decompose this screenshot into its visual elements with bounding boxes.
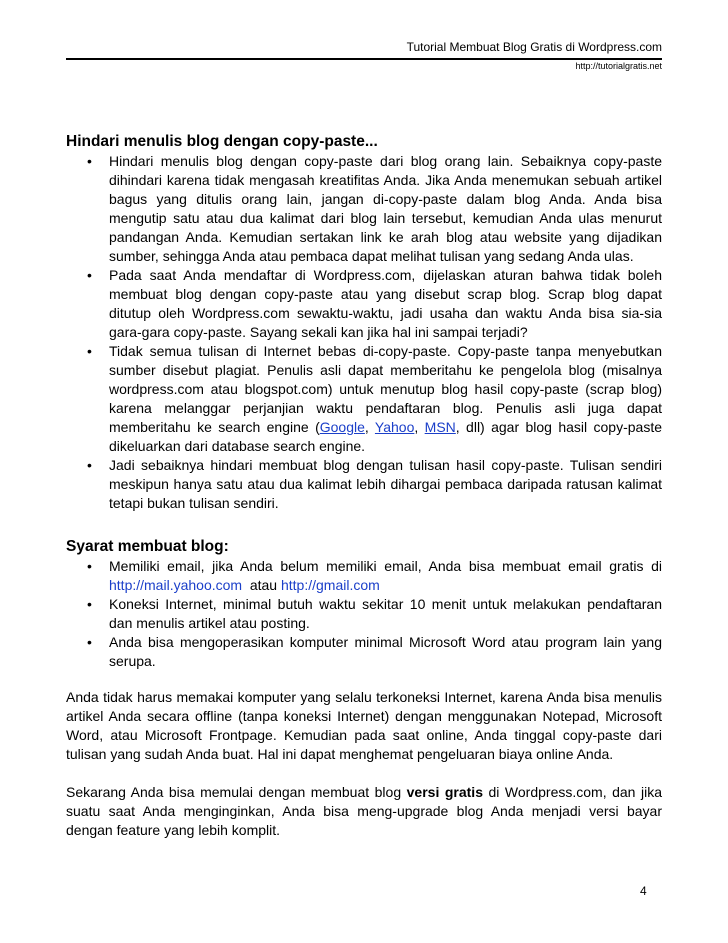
running-header-url: http://tutorialgratis.net — [575, 61, 662, 71]
bold-text: versi gratis — [406, 784, 483, 800]
msn-link[interactable]: MSN — [424, 419, 456, 435]
paragraph-text: Sekarang Anda bisa memulai dengan membuat blog — [66, 784, 407, 800]
list-item: • Hindari menulis blog dengan copy-paste dari blog orang lain. Sebaiknya copy-paste dihindari karena tidak mengasah kreatifitas Anda. Jika Anda menemukan sebuah artikel bagus yang ditulis orang lain, jangan di-copy-paste dalam blog Anda. Anda bisa mengutip satu atau dua kalimat dari blog lain tersebut, kemudian Anda ulas menurut pandangan Anda. Kemudian sertakan link ke arah blog atau website yang dijadikan sumber, sehingga Anda atau pembaca dapat melihat tulisan yang sedang Anda ulas. — [66, 152, 662, 266]
list-item: • Pada saat Anda mendaftar di Wordpress.com, dijelaskan aturan bahwa tidak boleh membuat blog dengan copy-paste atau yang disebut scrap blog. Scrap blog dapat ditutup oleh Wordpress.com sewaktu-waktu, jadi usaha dan waktu Anda bisa sia-sia gara-gara copy-paste. Sayang sekali kan jika hal ini sampai terjadi? — [66, 266, 662, 342]
paragraph-offline: Anda tidak harus memakai komputer yang selalu terkoneksi Internet, karena Anda bisa menulis artikel Anda secara offline (tanpa koneksi Internet) dengan menggunakan Notepad, Microsoft Word, atau Microsoft Frontpage. Kemudian pada saat online, Anda tinggal copy-paste dari tulisan yang sudah Anda buat. Hal ini dapat menghemat pengeluaran biaya online Anda. — [66, 689, 662, 762]
yahoo-mail-link[interactable]: http://mail.yahoo.com — [109, 577, 243, 593]
list-item-text: Tidak semua tulisan di Internet bebas di-copy-paste. Copy-paste tanpa menyebutkan sumber disebut plagiat. Penulis asli dapat memberitahu ke pengelola blog (misalnya wordpress.com atau blogspot.com) untuk menutup blog hasil copy-paste (scrap blog) karena melanggar perjanjian waktu pendaftaran blog. Penulis asli juga dapat memberitahu ke search engine ( — [109, 343, 662, 435]
requirements-list — [66, 557, 662, 671]
list-item-text: atau — [242, 577, 281, 593]
list-item-text: , dll) agar blog hasil copy-paste dikeluarkan dari database search engine. — [109, 419, 663, 454]
page-number: 4 — [640, 884, 647, 898]
running-header-title: Tutorial Membuat Blog Gratis di Wordpress.com — [406, 40, 662, 54]
separator-text: , — [364, 419, 375, 435]
section-heading-requirements: Syarat membuat blog: — [66, 538, 229, 555]
copy-paste-list — [66, 152, 662, 513]
list-item: • Anda bisa mengoperasikan komputer minimal Microsoft Word atau program lain yang serupa. — [66, 633, 662, 671]
gmail-link[interactable]: http://gmail.com — [280, 577, 380, 593]
list-item — [66, 342, 662, 456]
google-link[interactable]: Google — [319, 419, 365, 435]
page-content — [66, 132, 662, 840]
header-rule — [66, 58, 662, 60]
list-item — [66, 557, 662, 595]
list-item-text: Memiliki email, jika Anda belum memiliki email, Anda bisa membuat email gratis di — [109, 558, 662, 574]
list-item: • Koneksi Internet, minimal butuh waktu sekitar 10 menit untuk melakukan pendaftaran dan menulis artikel atau posting. — [66, 595, 662, 633]
section-heading-copy-paste: Hindari menulis blog dengan copy-paste... — [66, 133, 378, 150]
yahoo-link[interactable]: Yahoo — [374, 419, 415, 435]
paragraph-text: di Wordpress.com, dan jika suatu saat Anda menginginkan, Anda bisa meng-upgrade blog Anda menjadi versi bayar dengan feature yang lebih komplit. — [66, 784, 662, 838]
separator-text: , — [414, 419, 425, 435]
list-item: • Jadi sebaiknya hindari membuat blog dengan tulisan hasil copy-paste. Tulisan sendiri meskipun hanya satu atau dua kalimat lebih dihargai pembaca daripada ratusan kalimat tetapi bukan tulisan sendiri. — [66, 456, 662, 513]
paragraph-free-version — [66, 783, 662, 840]
